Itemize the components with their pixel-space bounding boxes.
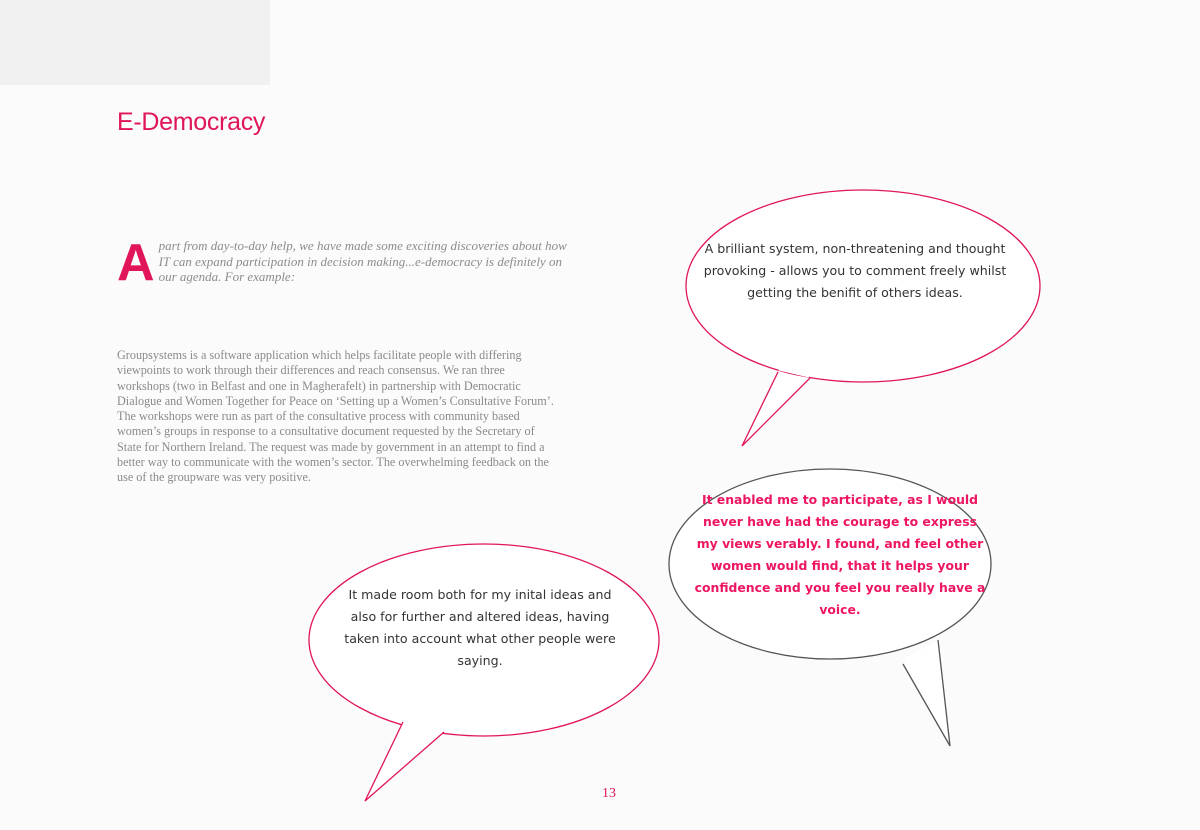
page-title: E-Democracy (117, 108, 266, 136)
quote-text-2: It made room both for my inital ideas and also for further and altered ideas, having taken into account what other people were saying. (344, 587, 616, 668)
speech-bubble-1 (686, 190, 1040, 446)
intro-text: part from day-to-day help, we have made some exciting discoveries about how IT can expand participation in decision making...e-democracy is definitely on our agenda. For example: (158, 238, 567, 284)
drop-cap: A (117, 234, 155, 292)
quote-text-1: A brilliant system, non-threatening and thought provoking - allows you to comment freely whilst getting the benifit of others ideas. (703, 241, 1007, 300)
quote-text-3: It enabled me to participate, as I would never have had the courage to express my views verably. I found, and feel other women would find, that it helps your confidence and you feel you really have a voice. (694, 492, 986, 617)
speech-bubble-2 (309, 544, 659, 801)
body-paragraph: Groupsystems is a software application which helps facilitate people with differing viewpoints to work through their differences and reach consensus. We ran three workshops (two in Belfast and one in Magherafelt) in partnership with Democratic Dialogue and Women Together for Peace on ‘Setting up a Women’s Consultative Forum’. The workshops were run as part of the consultative process with community based women’s groups in response to a consultative document requested by the Secretary of State for Northern Ireland. The request was made by government in an attempt to find a better way to communicate with the women’s sector. The overwhelming feedback on the use of the groupware was very positive. (117, 348, 554, 485)
page-number: 13 (602, 786, 616, 801)
